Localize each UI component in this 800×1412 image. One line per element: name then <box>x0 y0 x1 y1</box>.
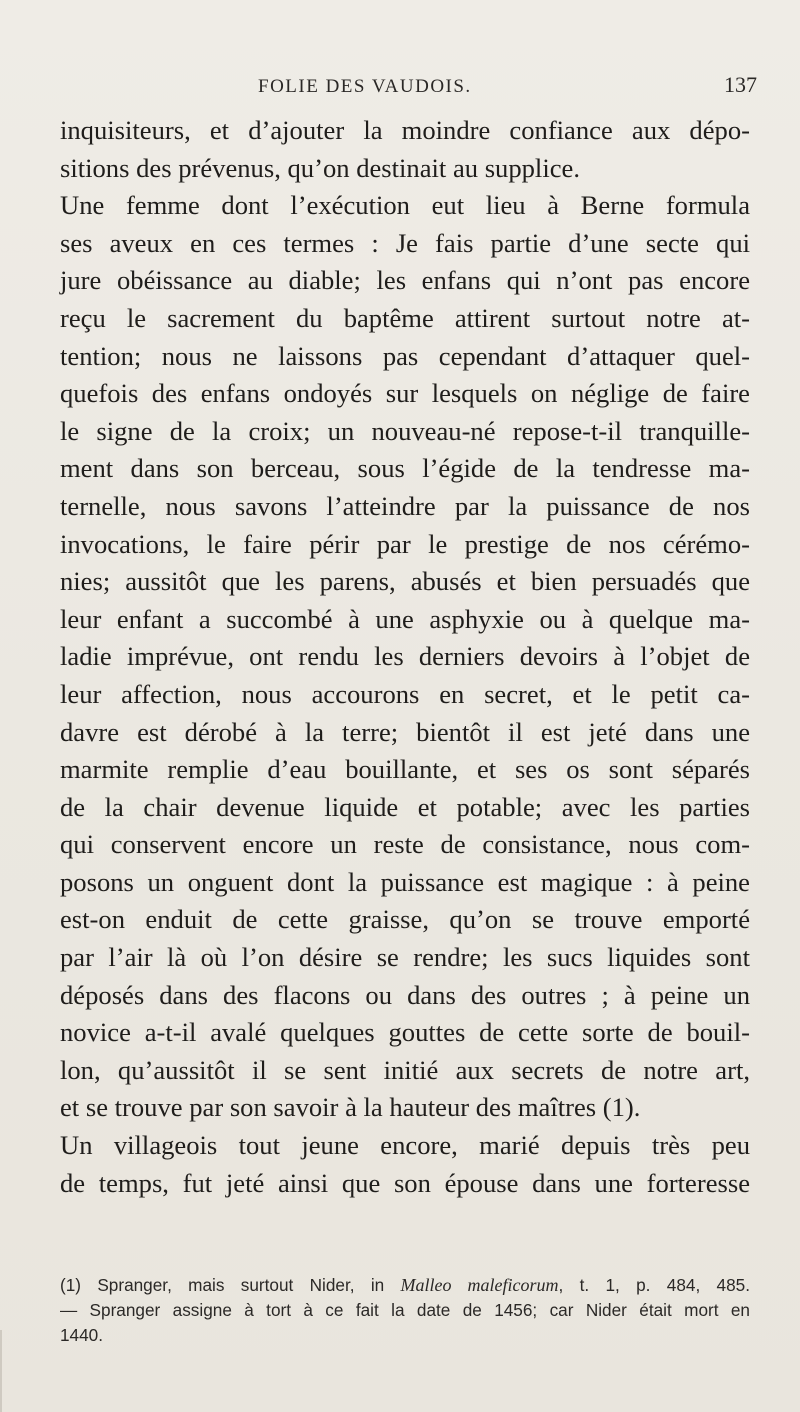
footnote-text: (1) Spranger, mais surtout Nider, in <box>60 1275 401 1295</box>
text-line: Un villageois tout jeune encore, marié depuis très peu <box>60 1130 750 1161</box>
text-line: ladie imprévue, ont rendu les derniers devoirs à l’objet de <box>60 641 750 672</box>
text-line: ternelle, nous savons l’atteindre par la puissance de nos <box>60 490 750 521</box>
text-line: davre est dérobé à la terre; bientôt il est jeté dans une <box>60 716 750 747</box>
text-line: jure obéissance au diable; les enfans qui n’ont pas encore <box>60 265 750 296</box>
text-line: lon, qu’aussitôt il se sent initié aux secrets de notre art, <box>60 1054 750 1085</box>
page-edge-shadow <box>0 1330 2 1412</box>
text-line: reçu le sacrement du baptême attirent surtout notre at- <box>60 302 750 333</box>
text-line: de la chair devenue liquide et potable; avec les parties <box>60 791 750 822</box>
text-line: qui conservent encore un reste de consistance, nous com- <box>60 829 750 860</box>
text-line: le signe de la croix; un nouveau-né repose-t-il tranquille- <box>60 415 750 446</box>
footnote <box>60 1273 750 1348</box>
text-line: novice a-t-il avalé quelques gouttes de cette sorte de bouil- <box>60 1017 750 1048</box>
text-line: ment dans son berceau, sous l’égide de la tendresse ma- <box>60 453 750 484</box>
text-line: inquisiteurs, et d’ajouter la moindre confiance aux dépo- <box>60 115 750 145</box>
footnote-text: , t. 1, p. 484, 485. <box>558 1275 750 1295</box>
text-line: de temps, fut jeté ainsi que son épouse dans une forteresse <box>60 1167 750 1198</box>
text-line: quefois des enfans ondoyés sur lesquels on néglige de faire <box>60 378 750 409</box>
text-line: déposés dans des flacons ou dans des outres ; à peine un <box>60 979 750 1010</box>
text-line: Une femme dont l’exécution eut lieu à Berne formula <box>60 190 750 221</box>
text-line: par l’air là où l’on désire se rendre; les sucs liquides sont <box>60 942 750 973</box>
footnote-line: 1440. <box>60 1325 104 1345</box>
text-line: et se trouve par son savoir à la hauteur des maîtres (1). <box>60 1092 641 1123</box>
text-line: invocations, le faire périr par le prestige de nos cérémo- <box>60 528 750 559</box>
page-number: 137 <box>724 72 757 97</box>
text-line: leur affection, nous accourons en secret, et le petit ca- <box>60 678 750 709</box>
footnote-line <box>60 1273 750 1298</box>
footnote-italic-title: Malleo maleficorum <box>400 1275 559 1295</box>
text-line: posons un onguent dont la puissance est magique : à peine <box>60 866 750 897</box>
text-line: ses aveux en ces termes : Je fais partie d’une secte qui <box>60 227 750 258</box>
running-head: FOLIE DES VAUDOIS. <box>258 76 472 97</box>
text-line: est-on enduit de cette graisse, qu’on se trouve emporté <box>60 904 750 935</box>
footnote-line: — Spranger assigne à tort à ce fait la date de 1456; car Nider était mort en <box>60 1300 750 1320</box>
text-line: marmite remplie d’eau bouillante, et ses os sont séparés <box>60 754 750 785</box>
body-text <box>60 112 750 1202</box>
text-line: nies; aussitôt que les parens, abusés et bien persuadés que <box>60 566 750 597</box>
text-line: tention; nous ne laissons pas cependant d’attaquer quel- <box>60 340 750 371</box>
text-line: sitions des prévenus, qu’on destinait au supplice. <box>60 152 580 183</box>
text-line: leur enfant a succombé à une asphyxie ou à quelque ma- <box>60 603 750 634</box>
